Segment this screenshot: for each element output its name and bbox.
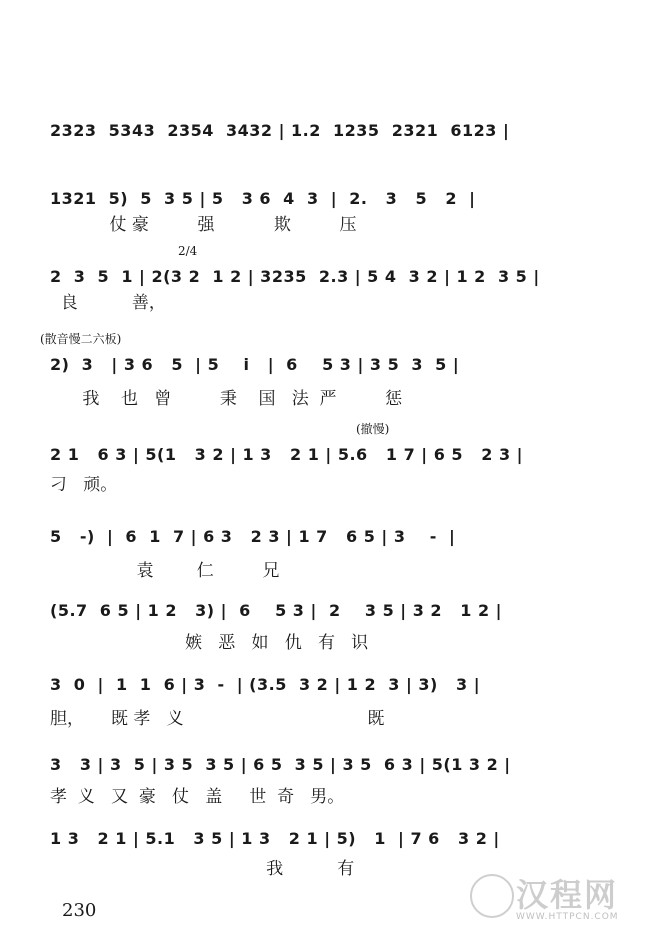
watermark-url: WWW.HTTPCN.COM (516, 912, 619, 922)
lyric-line: 袁 仁 兄 (50, 561, 280, 581)
score-system (40, 332, 570, 432)
notation-line: 2) 3 | 3 6 5 | 5 i | 6 5 3 | 3 5 3 5 | (50, 355, 460, 374)
lyric-line: 刁 顽。 (50, 475, 118, 495)
lyric-line: 仗 豪 强 欺 压 (50, 215, 357, 235)
notation-line: 2 1 6 3 | 5(1 3 2 | 1 3 2 1 | 5.6 1 7 | 6 5 2 3 | (50, 445, 524, 464)
notation-line: 2 3 5 1 | 2(3 2 1 2 | 3235 2.3 | 5 4 3 2 | 1 2 3 5 | (50, 267, 540, 286)
notation-line: 1 3 2 1 | 5.1 3 5 | 1 3 2 1 | 5) 1 | 7 6 3 2 | (50, 829, 500, 848)
score-system (50, 422, 570, 522)
lyric-line: 我 有 (50, 859, 355, 879)
lyric-line: 嫉 恶 如 仇 有 识 (50, 633, 369, 653)
lyric-line (50, 158, 570, 184)
notation-line: 3 3 | 3 5 | 3 5 3 5 | 6 5 3 5 | 3 5 6 3 | 5(1 3 2 | (50, 755, 511, 774)
score-system (50, 186, 570, 266)
tempo-annotation: (撤慢) (356, 422, 390, 436)
lyric-line: 良 善， (50, 293, 166, 313)
lyric-line: 孝 义 又 豪 仗 盖 世 奇 男。 (50, 787, 345, 807)
notation-line: 3 0 | 1 1 6 | 3 - | (3.5 3 2 | 1 2 3 | 3) 3 | (50, 675, 481, 694)
time-signature-annotation: 2/4 (178, 244, 198, 258)
score-system (50, 598, 570, 678)
score-system (50, 672, 570, 752)
watermark-name: 汉程网 (516, 876, 619, 914)
score-system (50, 244, 570, 344)
notation-line: (5.7 6 5 | 1 2 3) | 6 5 3 | 2 3 5 | 3 2 1 2 | (50, 601, 502, 620)
watermark-logo-icon (470, 874, 514, 918)
lyric-line: 我 也 曾 秉 国 法 严 惩 (50, 389, 403, 409)
notation-line: 5 -) | 6 1 7 | 6 3 2 3 | 1 7 6 5 | 3 - | (50, 527, 456, 546)
page-number: 230 (62, 900, 97, 921)
score-system (50, 524, 570, 604)
lyric-line: 胆， 既 孝 义 既 (50, 709, 385, 729)
notation-line: 2323 5343 2354 3432 | 1.2 1235 2321 6123 | (50, 121, 510, 140)
watermark (470, 868, 650, 938)
score-system (50, 752, 570, 832)
tempo-annotation: (散音慢二六板) (40, 332, 122, 346)
notation-line: 1321 5) 5 3 5 | 5 3 6 4 3 | 2. 3 5 2 | (50, 189, 476, 208)
